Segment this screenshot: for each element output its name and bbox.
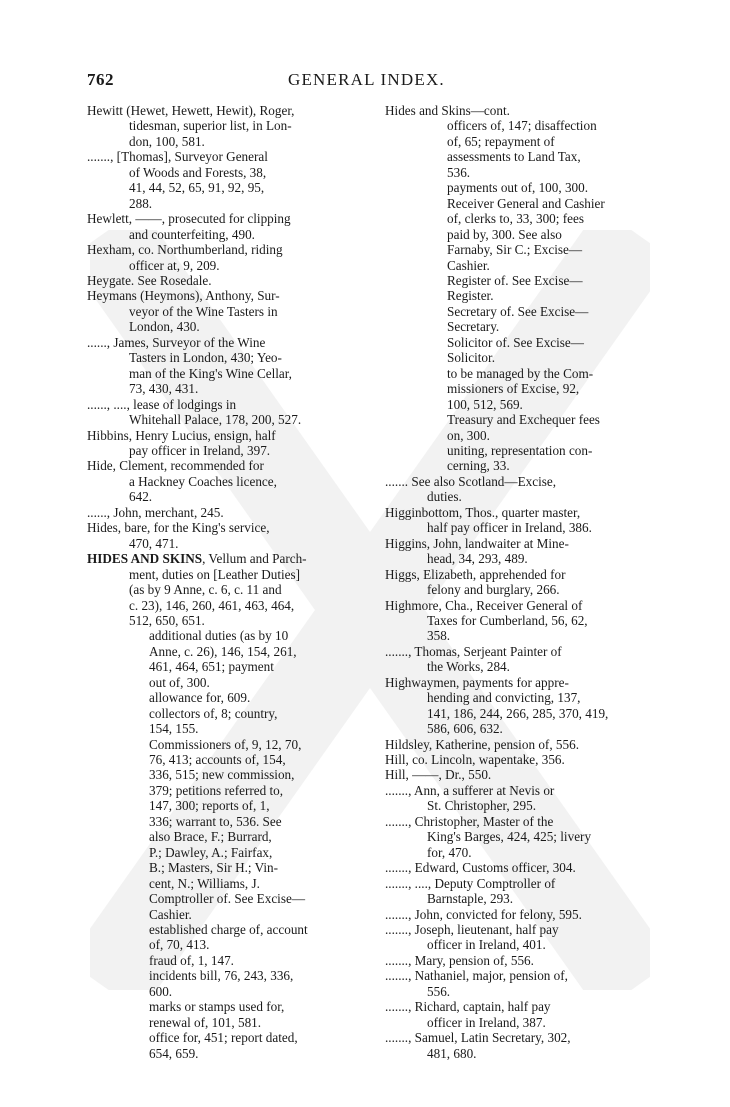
index-line: ......., Samuel, Latin Secretary, 302, xyxy=(385,1030,571,1046)
index-line: 336, 515; new commission, xyxy=(149,767,295,783)
index-line: 512, 650, 651. xyxy=(129,612,205,628)
index-line: of, 65; repayment of xyxy=(447,133,555,149)
index-line: ......, James, Surveyor of the Wine xyxy=(87,334,266,350)
index-line: B.; Masters, Sir H.; Vin- xyxy=(149,860,279,876)
left-column xyxy=(87,103,349,1061)
index-line: established charge of, account xyxy=(149,922,308,938)
index-line: ....... See also Scotland—Excise, xyxy=(385,473,557,489)
index-line: King's Barges, 424, 425; livery xyxy=(427,829,592,845)
index-line: Hides and Skins—cont. xyxy=(385,103,510,118)
index-line: 654, 659. xyxy=(149,1045,199,1061)
index-line: St. Christopher, 295. xyxy=(427,798,537,814)
index-line: Hide, Clement, recommended for xyxy=(87,458,264,474)
index-line: 76, 413; accounts of, 154, xyxy=(149,752,286,768)
index-line: ment, duties on [Leather Duties] xyxy=(129,566,301,582)
index-line: additional duties (as by 10 xyxy=(149,628,289,644)
index-line: Heymans (Heymons), Anthony, Sur- xyxy=(87,288,280,304)
index-line: renewal of, 101, 581. xyxy=(149,1014,262,1030)
index-line: 358. xyxy=(427,628,451,644)
index-line: on, 300. xyxy=(447,427,490,443)
index-line: veyor of the Wine Tasters in xyxy=(129,303,278,319)
index-line: uniting, representation con- xyxy=(447,442,593,458)
index-line: Higgs, Elizabeth, apprehended for xyxy=(385,566,566,582)
index-line: Taxes for Cumberland, 56, 62, xyxy=(427,612,588,628)
index-line: Higginbottom, Thos., quarter master, xyxy=(385,504,581,520)
index-line: allowance for, 609. xyxy=(149,690,251,706)
index-line: and counterfeiting, 490. xyxy=(129,226,255,242)
index-line: collectors of, 8; country, xyxy=(149,705,278,721)
index-line: to be managed by the Com- xyxy=(447,365,594,381)
index-line: c. 23), 146, 260, 461, 463, 464, xyxy=(129,597,295,613)
index-line: ......., ...., Deputy Comptroller of xyxy=(385,875,556,891)
index-line: 336; warrant to, 536. See xyxy=(149,813,282,829)
index-line: duties. xyxy=(427,489,462,505)
index-line: 481, 680. xyxy=(427,1045,477,1061)
index-line: Barnstaple, 293. xyxy=(427,891,514,907)
index-line: Comptroller of. See Excise— xyxy=(149,891,306,907)
index-line: cerning, 33. xyxy=(447,458,510,474)
index-line: officer at, 9, 209. xyxy=(129,257,220,273)
index-line xyxy=(87,551,349,566)
index-line: ......., Thomas, Serjeant Painter of xyxy=(385,643,562,659)
index-line: London, 430. xyxy=(129,319,200,335)
index-heading: HIDES AND SKINS xyxy=(87,551,203,567)
index-line: ......, ...., lease of lodgings in xyxy=(87,396,237,412)
index-line: 470, 471. xyxy=(129,535,179,551)
index-line: a Hackney Coaches licence, xyxy=(129,473,277,489)
index-line: payments out of, 100, 300. xyxy=(447,180,589,196)
index-line: head, 34, 293, 489. xyxy=(427,551,528,567)
index-line: Highwaymen, payments for appre- xyxy=(385,674,569,690)
index-line: ......., Ann, a sufferer at Nevis or xyxy=(385,782,555,798)
index-heading-rest: , Vellum and Parch- xyxy=(202,551,307,567)
index-line: P.; Dawley, A.; Fairfax, xyxy=(149,844,273,860)
index-line: fraud of, 1, 147. xyxy=(149,952,234,968)
index-line: for, 470. xyxy=(427,844,472,860)
index-line: Solicitor of. See Excise— xyxy=(447,334,584,350)
index-line: ......., Richard, captain, half pay xyxy=(385,999,551,1015)
index-line: tidesman, superior list, in Lon- xyxy=(129,118,292,134)
index-line: don, 100, 581. xyxy=(129,133,205,149)
index-line: 600. xyxy=(149,983,173,999)
index-line: Higgins, John, landwaiter at Mine- xyxy=(385,535,569,551)
index-line: also Brace, F.; Burrard, xyxy=(149,829,272,845)
index-line: 642. xyxy=(129,489,153,505)
index-line: 154, 155. xyxy=(149,721,199,737)
index-line: incidents bill, 76, 243, 336, xyxy=(149,968,294,984)
index-line: of Woods and Forests, 38, xyxy=(129,164,267,180)
index-line: ......, John, merchant, 245. xyxy=(87,504,224,520)
index-line: man of the King's Wine Cellar, xyxy=(129,365,292,381)
index-line: Register of. See Excise— xyxy=(447,272,583,288)
index-line: Whitehall Palace, 178, 200, 527. xyxy=(129,412,302,428)
index-line: Cashier. xyxy=(149,906,192,922)
index-line: 379; petitions referred to, xyxy=(149,782,284,798)
index-line: 147, 300; reports of, 1, xyxy=(149,798,270,814)
index-line: Hill, ——, Dr., 550. xyxy=(385,767,492,783)
index-line: ......., Edward, Customs officer, 304. xyxy=(385,860,576,876)
index-line: Hewitt (Hewet, Hewett, Hewit), Roger, xyxy=(87,103,295,118)
index-line: missioners of Excise, 92, xyxy=(447,381,580,397)
index-line: 288. xyxy=(129,195,153,211)
index-line: Hildsley, Katherine, pension of, 556. xyxy=(385,736,579,752)
index-line: ......., John, convicted for felony, 595. xyxy=(385,906,582,922)
index-line: marks or stamps used for, xyxy=(149,999,285,1015)
index-line: Cashier. xyxy=(447,257,490,273)
right-column xyxy=(385,103,653,1061)
index-line: 73, 430, 431. xyxy=(129,381,199,397)
index-line: Commissioners of, 9, 12, 70, xyxy=(149,736,302,752)
index-line: Register. xyxy=(447,288,494,304)
running-head: GENERAL INDEX. xyxy=(288,70,445,89)
index-line: ......., Christopher, Master of the xyxy=(385,813,554,829)
index-line: Treasury and Exchequer fees xyxy=(447,412,600,428)
index-line: of, clerks to, 33, 300; fees xyxy=(447,211,584,227)
index-line: assessments to Land Tax, xyxy=(447,149,581,165)
index-line: Anne, c. 26), 146, 154, 261, xyxy=(149,643,297,659)
index-line: Hexham, co. Northumberland, riding xyxy=(87,242,283,258)
index-line: Hewlett, ——, prosecuted for clipping xyxy=(87,211,291,227)
index-line: Farnaby, Sir C.; Excise— xyxy=(447,242,583,258)
index-line: ......., [Thomas], Surveyor General xyxy=(87,149,268,165)
index-line: of, 70, 413. xyxy=(149,937,210,953)
index-line: 536. xyxy=(447,164,471,180)
index-line: 461, 464, 651; payment xyxy=(149,659,274,675)
index-line: Secretary of. See Excise— xyxy=(447,303,589,319)
index-line: paid by, 300. See also xyxy=(447,226,562,242)
index-line: felony and burglary, 266. xyxy=(427,582,560,598)
index-line: 141, 186, 244, 266, 285, 370, 419, xyxy=(427,705,609,721)
index-line: ......., Nathaniel, major, pension of, xyxy=(385,968,568,984)
index-line: office for, 451; report dated, xyxy=(149,1030,298,1046)
index-line: Tasters in London, 430; Yeo- xyxy=(129,350,282,366)
index-line: Secretary. xyxy=(447,319,500,335)
index-line: Receiver General and Cashier xyxy=(447,195,605,211)
index-line: 586, 606, 632. xyxy=(427,721,503,737)
index-line: out of, 300. xyxy=(149,674,210,690)
index-line: 556. xyxy=(427,983,451,999)
index-line: Hibbins, Henry Lucius, ensign, half xyxy=(87,427,276,443)
index-line: half pay officer in Ireland, 386. xyxy=(427,520,592,536)
index-line: Hides, bare, for the King's service, xyxy=(87,520,270,536)
index-line: the Works, 284. xyxy=(427,659,510,675)
index-line: cent, N.; Williams, J. xyxy=(149,875,260,891)
index-line: Solicitor. xyxy=(447,350,495,366)
index-line: pay officer in Ireland, 397. xyxy=(129,442,271,458)
page-number: 762 xyxy=(87,70,114,89)
index-line: officer in Ireland, 401. xyxy=(427,937,546,953)
index-line: 100, 512, 569. xyxy=(447,396,523,412)
index-line: Highmore, Cha., Receiver General of xyxy=(385,597,583,613)
index-line: officer in Ireland, 387. xyxy=(427,1014,546,1030)
index-line: 41, 44, 52, 65, 91, 92, 95, xyxy=(129,180,265,196)
index-line: ......., Mary, pension of, 556. xyxy=(385,952,534,968)
index-line: officers of, 147; disaffection xyxy=(447,118,597,134)
index-line: hending and convicting, 137, xyxy=(427,690,581,706)
index-line: ......., Joseph, lieutenant, half pay xyxy=(385,922,559,938)
index-line: (as by 9 Anne, c. 6, c. 11 and xyxy=(129,582,282,598)
index-line: Hill, co. Lincoln, wapentake, 356. xyxy=(385,752,565,768)
index-line: Heygate. See Rosedale. xyxy=(87,272,212,288)
